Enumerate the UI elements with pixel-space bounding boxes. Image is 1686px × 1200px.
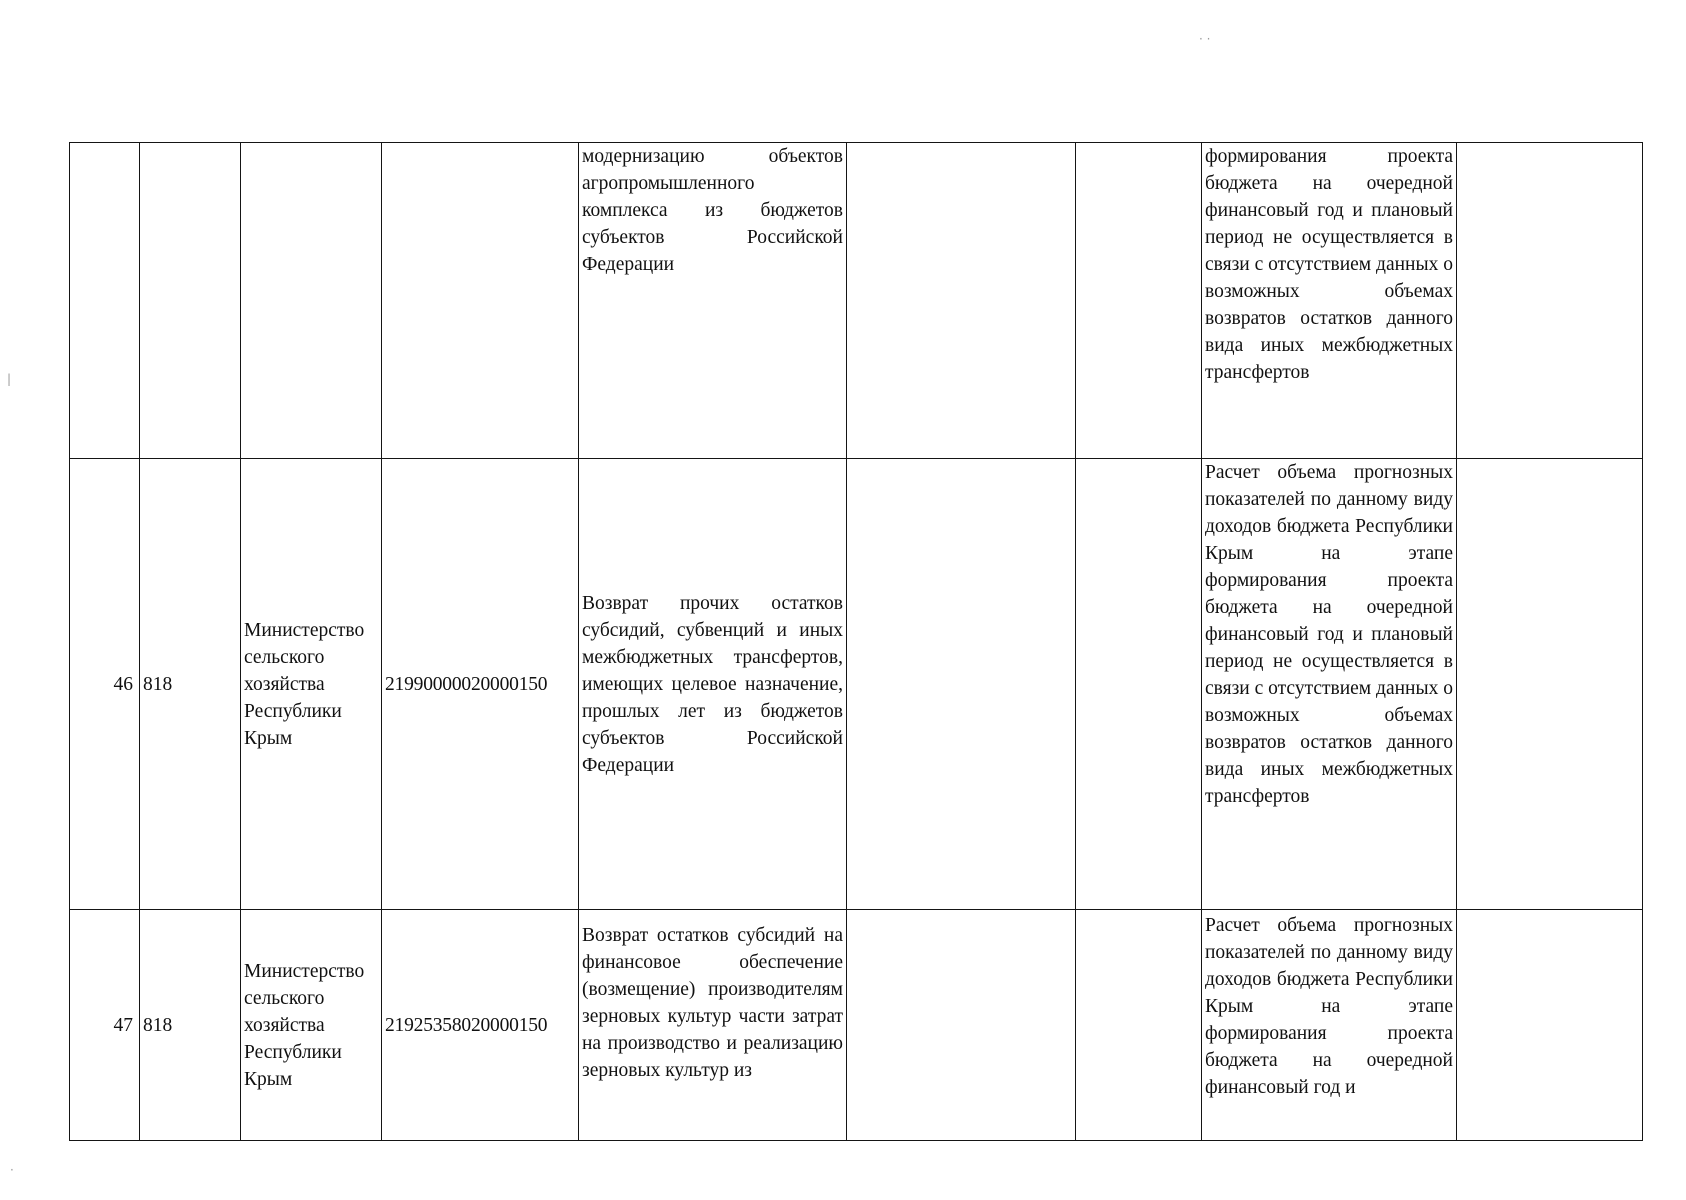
revenue-forecast-table xyxy=(69,142,1643,1141)
admin-code-cell: 818 xyxy=(140,459,241,910)
revenue-name-cell: модернизацию объектов агропромышленного комплекса из бюджетов субъектов Российской Федерации xyxy=(579,143,847,459)
empty-cell xyxy=(1457,910,1643,1141)
admin-code-cell xyxy=(140,143,241,459)
empty-cell xyxy=(1457,459,1643,910)
empty-cell xyxy=(1457,143,1643,459)
row-number-cell: 46 xyxy=(70,459,140,910)
budget-classification-code-cell xyxy=(382,143,579,459)
row-number-cell xyxy=(70,143,140,459)
empty-cell xyxy=(847,910,1076,1141)
table-row xyxy=(70,143,1643,459)
table-row xyxy=(70,459,1643,910)
administrator-name-cell xyxy=(241,143,382,459)
scan-speck: · xyxy=(10,1163,14,1177)
row-number-cell: 47 xyxy=(70,910,140,1141)
empty-cell xyxy=(1076,910,1202,1141)
admin-code-cell: 818 xyxy=(140,910,241,1141)
empty-cell xyxy=(1076,459,1202,910)
budget-classification-code-cell: 21990000020000150 xyxy=(382,459,579,910)
revenue-name-cell: Возврат остатков субсидий на финансовое обеспечение (возмещение) производителям зерновых культур части затрат на производство и реализацию зерновых культур из xyxy=(579,910,847,1141)
calculation-method-cell: Расчет объема прогнозных показателей по данному виду доходов бюджета Республики Крым на этапе формирования проекта бюджета на очередной финансовый год и плановый период не осуществляется в связи с отсутствием данных о возможных объемах возвратов остатков данного вида иных межбюджетных трансфертов xyxy=(1202,459,1457,910)
table-row xyxy=(70,910,1643,1141)
administrator-name-cell: Министерство сельского хозяйства Республики Крым xyxy=(241,910,382,1141)
administrator-name-cell: Министерство сельского хозяйства Республики Крым xyxy=(241,459,382,910)
calculation-method-cell: формирования проекта бюджета на очередной финансовый год и плановый период не осуществляется в связи с отсутствием данных о возможных объемах возвратов остатков данного вида иных межбюджетных трансфертов xyxy=(1202,143,1457,459)
empty-cell xyxy=(847,143,1076,459)
scan-speck: | xyxy=(7,372,12,386)
calculation-method-cell: Расчет объема прогнозных показателей по данному виду доходов бюджета Республики Крым на этапе формирования проекта бюджета на очередной финансовый год и xyxy=(1202,910,1457,1141)
empty-cell xyxy=(847,459,1076,910)
revenue-name-cell: Возврат прочих остатков субсидий, субвенций и иных межбюджетных трансфертов, имеющих целевое назначение, прошлых лет из бюджетов субъектов Российской Федерации xyxy=(579,459,847,910)
empty-cell xyxy=(1076,143,1202,459)
budget-classification-code-cell: 21925358020000150 xyxy=(382,910,579,1141)
scan-speck: · · xyxy=(1199,32,1211,46)
